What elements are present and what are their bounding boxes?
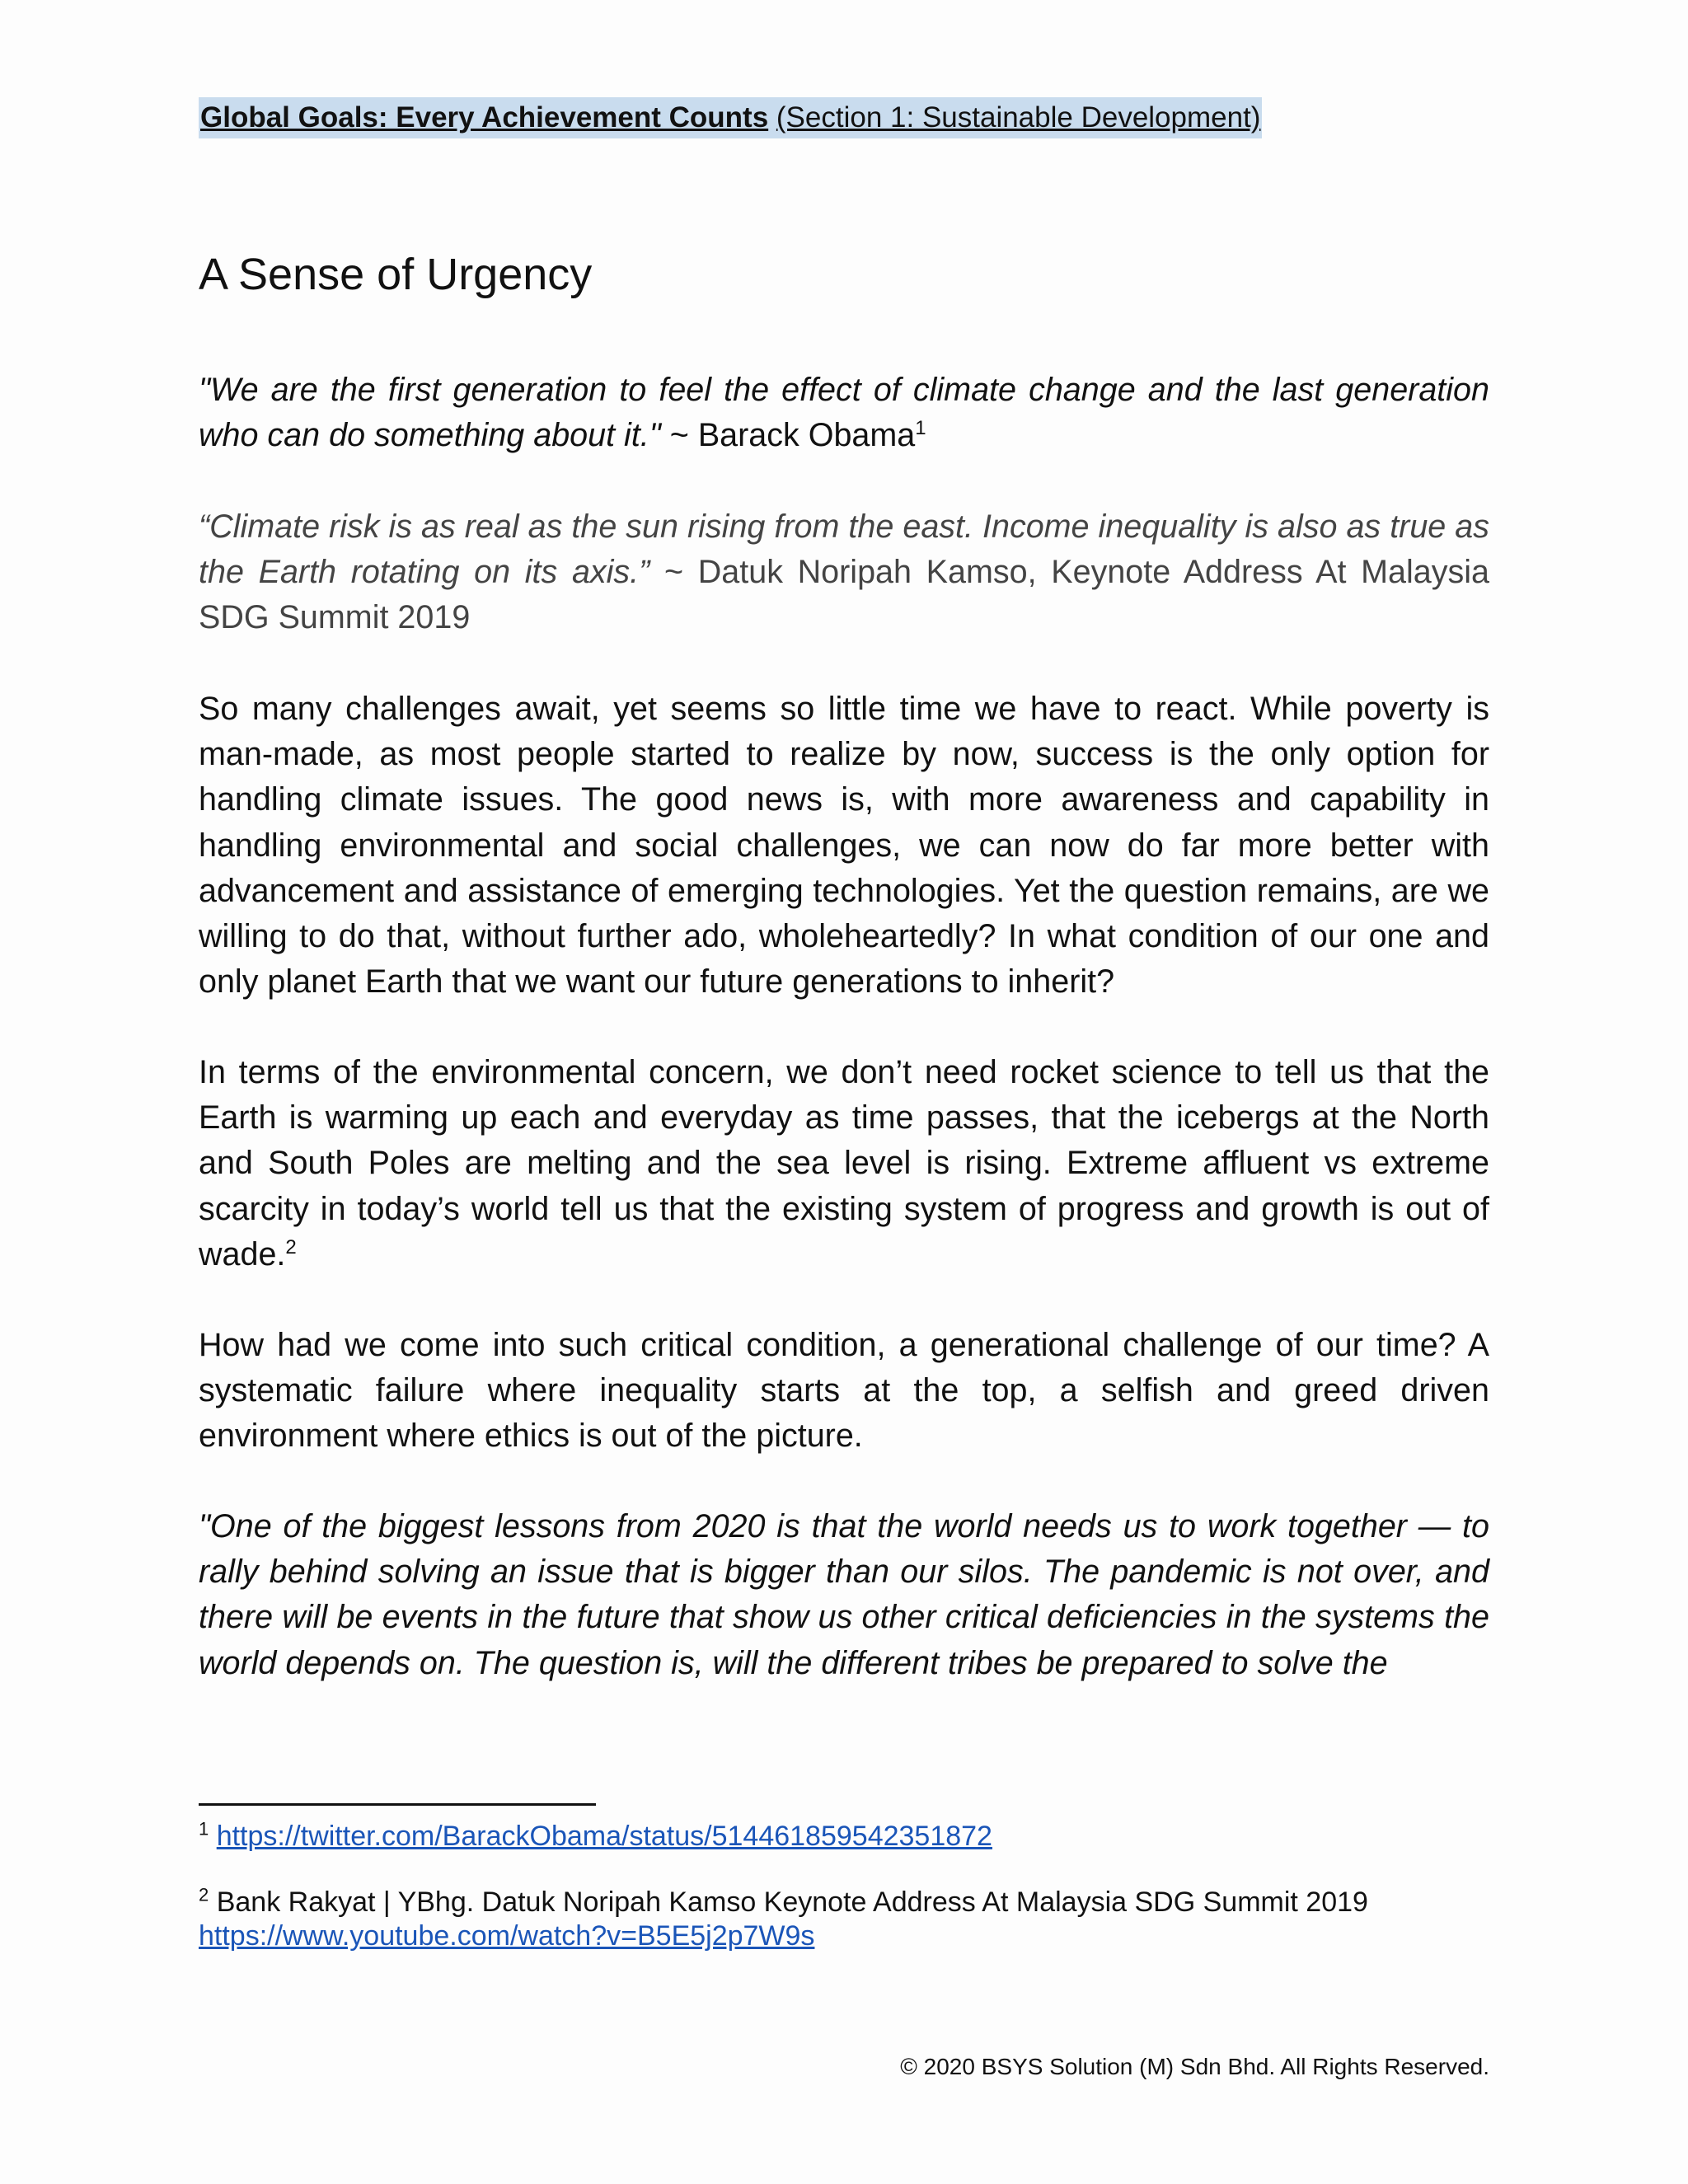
- footnote-2-text: Bank Rakyat | YBhg. Datuk Noripah Kamso Keynote Address At Malaysia SDG Summit 2019: [216, 1886, 1368, 1918]
- footnote-2-number: 2: [199, 1884, 209, 1905]
- quote-kamso-text: “Climate risk is as real as the sun rising from the east. Income inequality is also as true as the Earth rotating on its axis.”: [199, 509, 1489, 591]
- page-title: A Sense of Urgency: [199, 250, 593, 299]
- footnote-ref-1[interactable]: 1: [915, 417, 926, 440]
- footnote-1: [199, 1820, 1489, 1854]
- footnote-2-link[interactable]: https://www.youtube.com/watch?v=B5E5j2p7W9s: [199, 1920, 815, 1952]
- header-title: Global Goals: Every Achievement Counts: [200, 101, 769, 134]
- quote-kamso: [199, 504, 1489, 641]
- quote-obama-text: "We are the first generation to feel the effect of climate change and the last generation who can do something about it.": [199, 372, 1489, 454]
- quote-obama-attribution: ~ Barack Obama: [669, 417, 916, 454]
- footnote-1-link[interactable]: https://twitter.com/BarackObama/status/514461859542351872: [216, 1821, 992, 1852]
- body-paragraph-2-text: In terms of the environmental concern, we don’t need rocket science to tell us that the Earth is warming up each and everyday as time passes, that the icebergs at the North and South Poles are melting and the sea level is rising. Extreme affluent vs extreme scarcity in today’s world tell us that the existing system of progress and growth is out of wade.: [199, 1054, 1489, 1272]
- body-paragraph-3: How had we come into such critical condition, a generational challenge of our time? A systematic failure where inequality starts at the top, a selfish and greed driven environment where ethics is out of the picture.: [199, 1327, 1489, 1455]
- body-paragraph-2: [199, 1050, 1489, 1277]
- footnote-separator: [199, 1803, 596, 1806]
- copyright-notice: © 2020 BSYS Solution (M) Sdn Bhd. All Rights Reserved.: [900, 2054, 1489, 2079]
- header-section: (Section 1: Sustainable Development): [776, 101, 1261, 134]
- quote-kamso-attribution: ~ Datuk Noripah Kamso, Keynote Address At Malaysia SDG Summit 2019: [199, 554, 1489, 636]
- quote-2020-lessons: [199, 1504, 1489, 1686]
- footnote-ref-2[interactable]: 2: [285, 1235, 297, 1258]
- footnote-2: [199, 1886, 1489, 1953]
- body-paragraph-1: So many challenges await, yet seems so little time we have to react. While poverty is man-made, as most people started to realize by now, success is the only option for handling climate issues. The good news is, with more awareness and capability in handling environmental and social challenges, we can now do far more better with advancement and assistance of emerging technologies. Yet the question remains, are we willing to do that, without further ado, wholeheartedly? In what condition of our one and only planet Earth that we want our future generations to inherit?: [199, 691, 1489, 1001]
- quote-obama: [199, 368, 1489, 458]
- quote-2020-lessons-text: "One of the biggest lessons from 2020 is that the world needs us to work together — to rally behind solving an issue that is bigger than our silos. The pandemic is not over, and there will be events in the future that show us other critical deficiencies in the systems the world depends on. The question is, will the different tribes be prepared to solve the: [199, 1508, 1489, 1681]
- running-header: [199, 97, 1262, 138]
- footnote-1-number: 1: [199, 1818, 209, 1840]
